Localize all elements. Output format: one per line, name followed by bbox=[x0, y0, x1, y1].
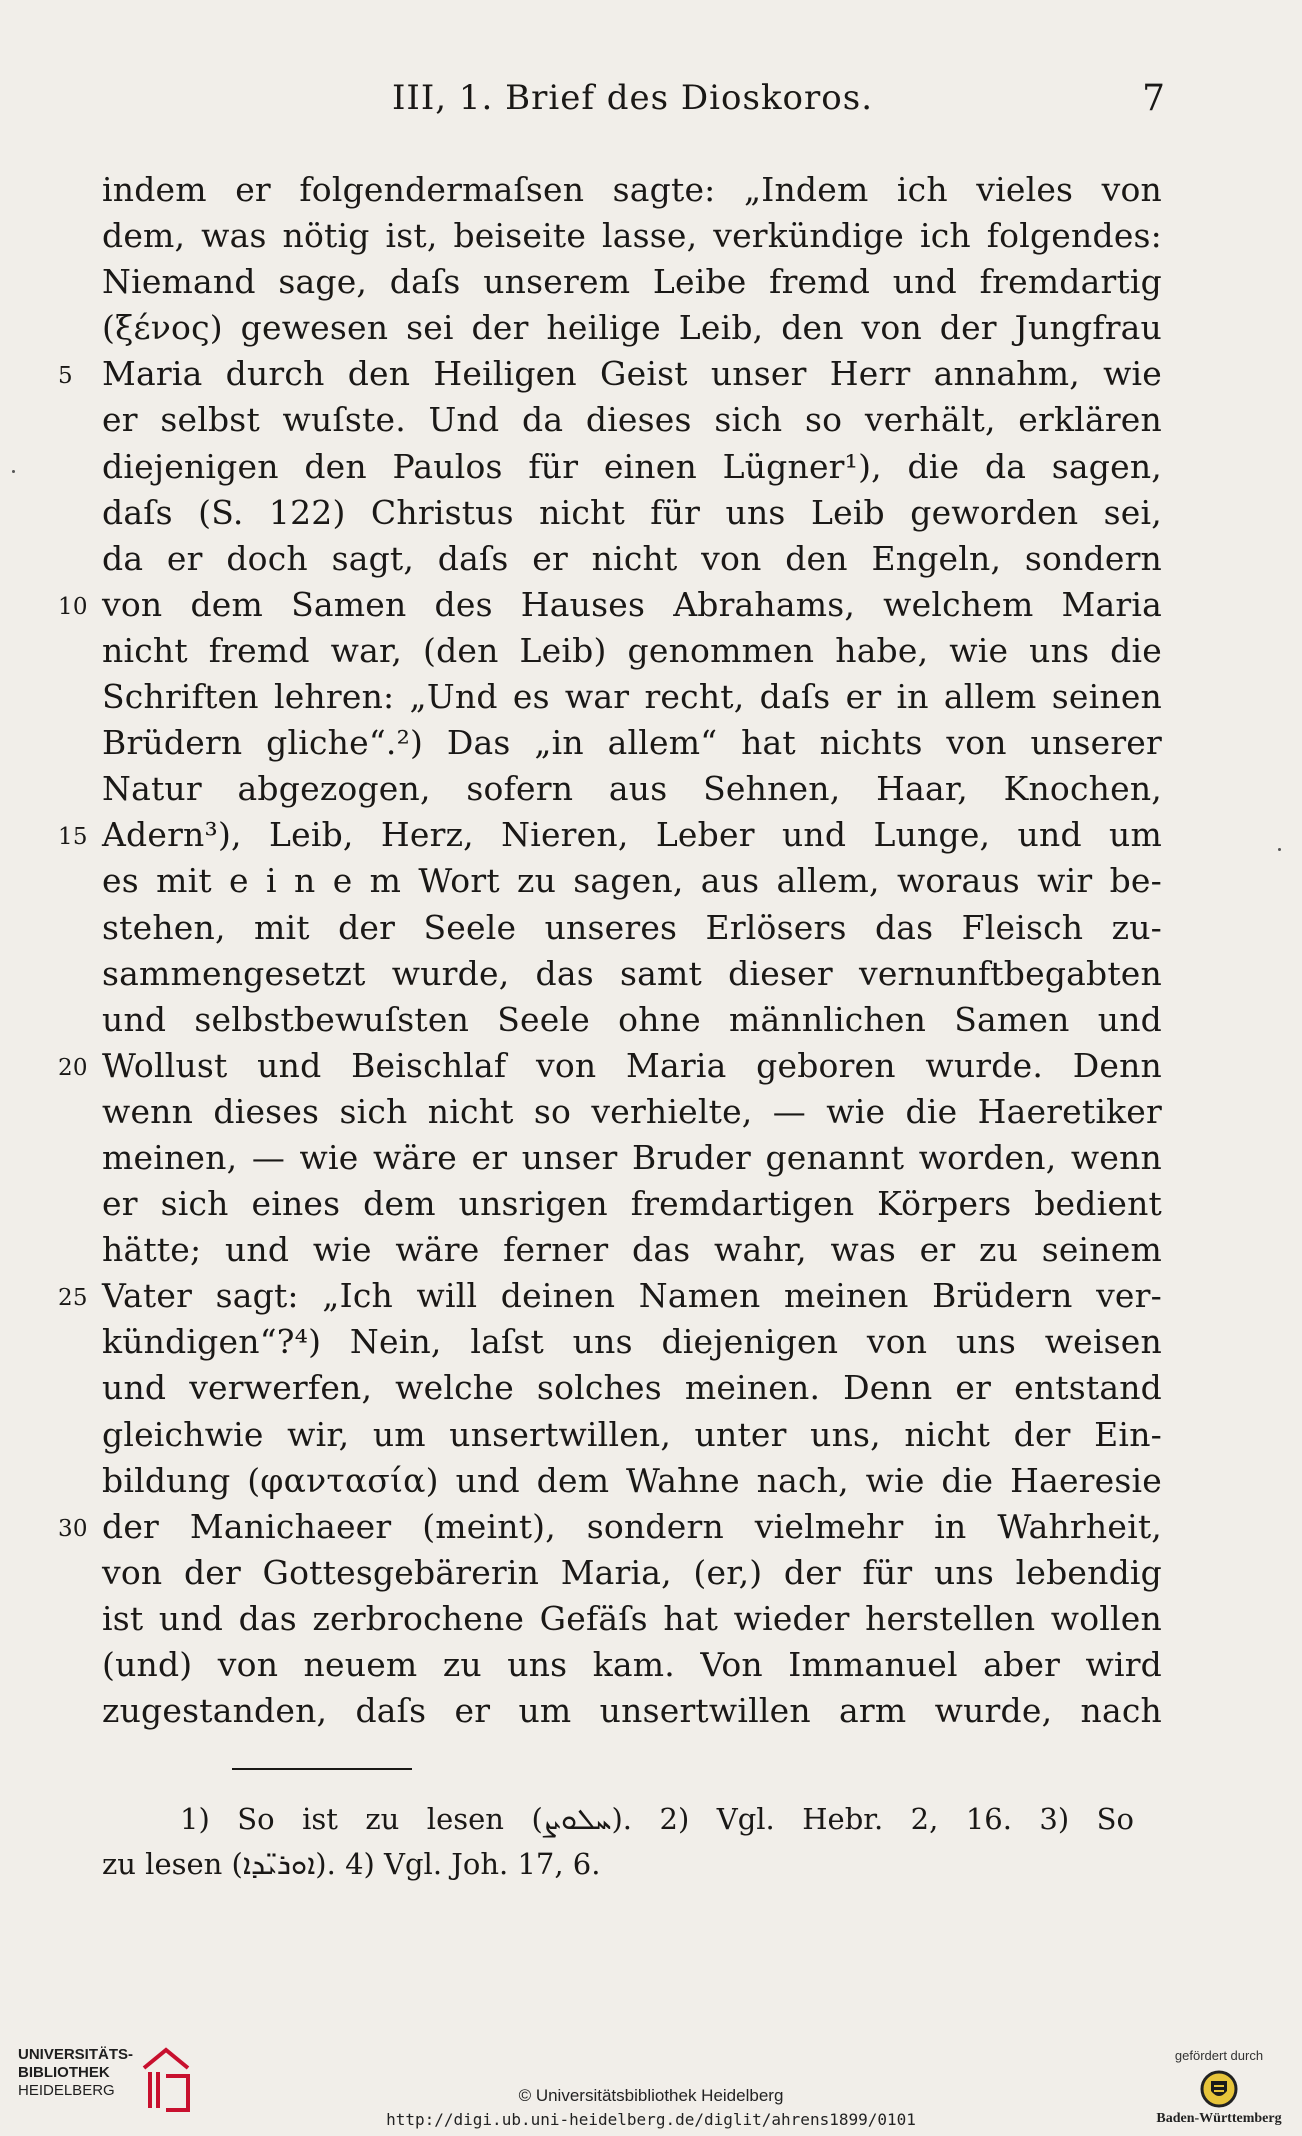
text-line bbox=[102, 1412, 1162, 1458]
text-line bbox=[102, 628, 1162, 674]
text-line bbox=[102, 167, 1162, 213]
text-line bbox=[102, 905, 1162, 951]
line-text: Maria durch den Heiligen Geist unser Herr annahm, wie bbox=[102, 354, 1162, 394]
text-line bbox=[102, 766, 1162, 812]
text-line bbox=[102, 1642, 1162, 1688]
line-text: Niemand sage, daſs unserem Leibe fremd und fremdartig bbox=[102, 262, 1162, 302]
line-number: 10 bbox=[58, 593, 88, 620]
line-number: 25 bbox=[58, 1285, 88, 1312]
line-text: gleichwie wir, um unsertwillen, unter uns, nicht der Ein- bbox=[102, 1414, 1162, 1454]
line-text: Vater sagt: „Ich will deinen Namen meinen Brüdern ver- bbox=[102, 1276, 1162, 1316]
library-name: UNIVERSITÄTS- BIBLIOTHEK HEIDELBERG bbox=[18, 2046, 134, 2099]
footnote-rule bbox=[232, 1768, 412, 1770]
sponsor-name: Baden-Württemberg bbox=[1156, 2111, 1282, 2126]
text-line bbox=[102, 1089, 1162, 1135]
line-number: 15 bbox=[58, 824, 88, 851]
sponsor-block[interactable] bbox=[1154, 2048, 1284, 2128]
line-text: diejenigen den Paulos für einen Lügner¹), die da sagen, bbox=[102, 446, 1162, 486]
line-text: sammengesetzt wurde, das samt dieser vernunftbegabten bbox=[102, 953, 1162, 993]
running-head bbox=[100, 78, 1165, 128]
sponsor-label: gefördert durch bbox=[1174, 2048, 1264, 2063]
line-number: 30 bbox=[58, 1515, 88, 1542]
line-text: von der Gottesgebärerin Maria, (er,) der für uns lebendig bbox=[102, 1552, 1162, 1592]
text-line bbox=[102, 858, 1162, 904]
footnote-line: 1) So ist zu lesen (ܚܠܘܨ). 2) Vgl. Hebr. 2, 16. 3) So bbox=[180, 1802, 1134, 1836]
line-text: zugestanden, daſs er um unsertwillen arm wurde, nach bbox=[102, 1691, 1162, 1731]
text-line bbox=[58, 582, 1162, 628]
text-line bbox=[102, 213, 1162, 259]
text-line bbox=[58, 1273, 1162, 1319]
text-line bbox=[58, 1043, 1162, 1089]
page-number: 7 bbox=[1142, 78, 1165, 119]
text-line bbox=[58, 351, 1162, 397]
copyright-notice: © Universitätsbibliothek Heidelberg bbox=[518, 2086, 784, 2105]
line-text: stehen, mit der Seele unseres Erlösers das Fleisch zu- bbox=[102, 907, 1162, 947]
text-line bbox=[102, 674, 1162, 720]
line-text: und verwerfen, welche solches meinen. Denn er entstand bbox=[102, 1368, 1162, 1408]
text-line bbox=[58, 1504, 1162, 1550]
text-line bbox=[102, 259, 1162, 305]
line-text: dem, was nötig ist, beiseite lasse, verkündige ich folgendes: bbox=[102, 216, 1162, 256]
text-line bbox=[102, 1596, 1162, 1642]
text-line bbox=[102, 1688, 1162, 1734]
scan-speck bbox=[1278, 848, 1281, 851]
line-text: der Manichaeer (meint), sondern vielmehr in Wahrheit, bbox=[102, 1506, 1162, 1546]
text-line bbox=[102, 1365, 1162, 1411]
text-line bbox=[102, 1458, 1162, 1504]
text-line bbox=[102, 1227, 1162, 1273]
line-text: wenn dieses sich nicht so verhielte, — wie die Haeretiker bbox=[102, 1091, 1162, 1131]
footnote-line: zu lesen (ܐܘܪܝ̈ܕܐ). 4) Vgl. Joh. 17, 6. bbox=[102, 1847, 601, 1881]
line-number: 5 bbox=[58, 363, 73, 390]
line-text: Adern³), Leib, Herz, Nieren, Leber und Lunge, und um bbox=[102, 815, 1162, 855]
line-text: daſs (S. 122) Christus nicht für uns Leib geworden sei, bbox=[102, 492, 1162, 532]
footnotes bbox=[102, 1797, 1134, 1887]
line-text: nicht fremd war, (den Leib) genommen habe, wie uns die bbox=[102, 630, 1162, 670]
line-text: es mit e i n e m Wort zu sagen, aus allem, woraus wir be- bbox=[102, 861, 1162, 901]
line-text: da er doch sagt, daſs er nicht von den Engeln, sondern bbox=[102, 538, 1162, 578]
text-line bbox=[102, 951, 1162, 997]
text-line bbox=[102, 1550, 1162, 1596]
line-text: und selbstbewuſsten Seele ohne männlichen Samen und bbox=[102, 999, 1162, 1039]
line-text: bildung (φαντασία) und dem Wahne nach, wie die Haeresie bbox=[102, 1460, 1162, 1500]
line-text: von dem Samen des Hauses Abrahams, welchem Maria bbox=[102, 584, 1162, 624]
text-line bbox=[102, 1181, 1162, 1227]
text-line bbox=[102, 720, 1162, 766]
permalink[interactable]: http://digi.ub.uni-heidelberg.de/diglit/ahrens1899/0101 bbox=[386, 2110, 916, 2129]
line-text: Brüdern gliche“.²) Das „in allem“ hat nichts von unserer bbox=[102, 723, 1162, 763]
text-line bbox=[102, 997, 1162, 1043]
line-text: (ξένος) gewesen sei der heilige Leib, den von der Jungfrau bbox=[102, 308, 1162, 348]
line-text: hätte; und wie wäre ferner das wahr, was er zu seinem bbox=[102, 1230, 1162, 1270]
scan-speck bbox=[12, 470, 15, 473]
line-text: Natur abgezogen, sofern aus Sehnen, Haar, Knochen, bbox=[102, 769, 1162, 809]
text-line bbox=[102, 305, 1162, 351]
text-line bbox=[102, 397, 1162, 443]
text-line bbox=[58, 812, 1162, 858]
text-line bbox=[102, 490, 1162, 536]
line-text: indem er folgendermaſsen sagte: „Indem ich vieles von bbox=[102, 170, 1162, 209]
coat-of-arms-icon bbox=[1199, 2069, 1239, 2109]
line-text: meinen, — wie wäre er unser Bruder genannt worden, wenn bbox=[102, 1137, 1162, 1177]
running-title: III, 1. Brief des Dioskoros. bbox=[391, 78, 874, 118]
text-line bbox=[102, 1135, 1162, 1181]
text-line bbox=[102, 444, 1162, 490]
line-text: ist und das zerbrochene Gefäſs hat wieder herstellen wollen bbox=[102, 1598, 1162, 1638]
body-text bbox=[58, 167, 1162, 1734]
text-line bbox=[102, 536, 1162, 582]
line-text: Schriften lehren: „Und es war recht, daſs er in allem seinen bbox=[102, 677, 1162, 717]
text-line bbox=[102, 1319, 1162, 1365]
line-text: (und) von neuem zu uns kam. Von Immanuel aber wird bbox=[102, 1645, 1162, 1684]
line-text: er selbst wuſste. Und da dieses sich so verhält, erklären bbox=[102, 400, 1162, 440]
line-text: er sich eines dem unsrigen fremdartigen Körpers bedient bbox=[102, 1184, 1162, 1224]
line-number: 20 bbox=[58, 1054, 88, 1081]
line-text: kündigen“?⁴) Nein, laſst uns diejenigen von uns weisen bbox=[102, 1322, 1162, 1362]
line-text: Wollust und Beischlaf von Maria geboren wurde. Denn bbox=[102, 1045, 1162, 1085]
